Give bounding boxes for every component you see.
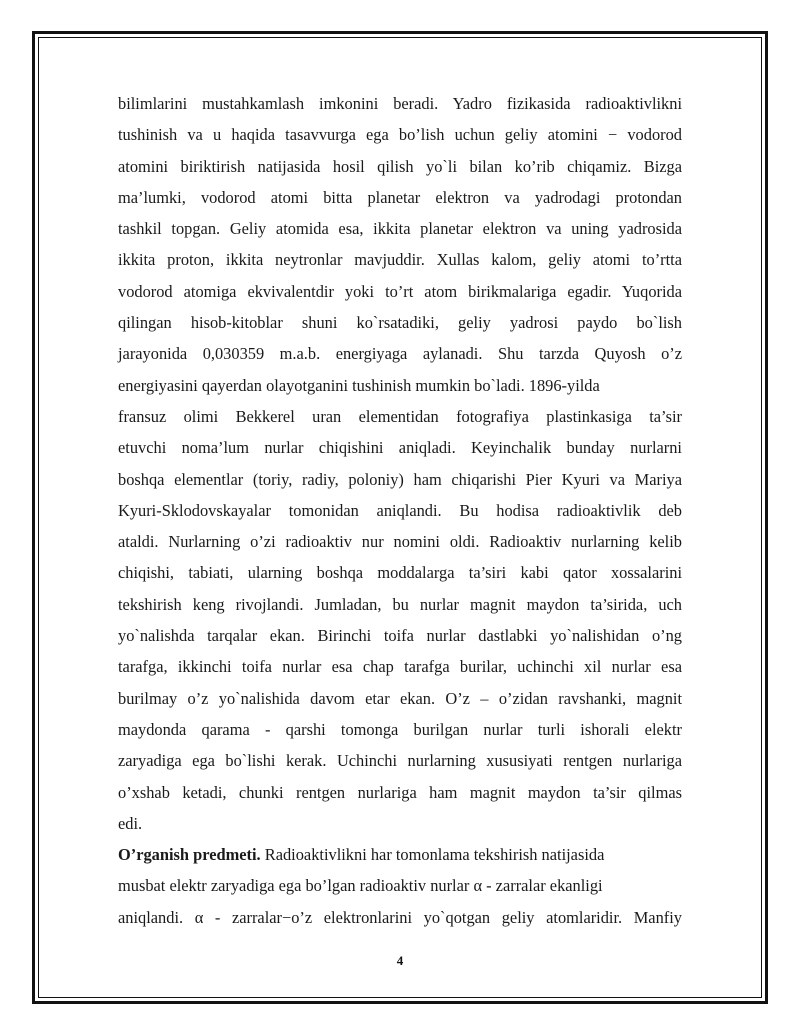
text-line: aniqlandi. α - zarralar−o’z elektronlarini yo`qotgan geliy atomlaridir. Manfiy	[118, 907, 682, 927]
text-line: burilmay o’z yo`nalishida davom etar ekan. O’z – o’zidan ravshanki, magnit	[118, 688, 682, 708]
text-line: tarafga, ikkinchi toifa nurlar esa chap tarafga burilar, uchinchi xil nurlar esa	[118, 657, 682, 677]
text-line: fransuz olimi Bekkerel uran elementidan fotografiya plastinkasiga ta’sir	[118, 406, 682, 426]
text-line: yo`nalishda tarqalar ekan. Birinchi toifa nurlar dastlabki yo`nalishidan o’ng	[118, 626, 682, 646]
text-line: tekshirish keng rivojlandi. Jumladan, bu nurlar magnit maydon ta’sirida, uch	[118, 594, 682, 614]
text-line: ataldi. Nurlarning o’zi radioaktiv nur nomini oldi. Radioaktiv nurlarning kelib	[118, 532, 682, 552]
text-line: ikkita proton, ikkita neytronlar mavjuddir. Xullas kalom, geliy atomi to’rtta	[118, 250, 682, 270]
text-line: energiyasini qayerdan olayotganini tushinish mumkin bo`ladi. 1896-yilda	[118, 375, 600, 395]
text-line: jarayonida 0,030359 m.a.b. energiyaga aylanadi. Shu tarzda Quyosh o’z	[118, 344, 682, 364]
text-line: tushinish va u haqida tasavvurga ega bo’lish uchun geliy atomini − vodorod	[118, 125, 682, 145]
text-line: vodorod atomiga ekvivalentdir yoki to’rt atom birikmalariga egadir. Yuqorida	[118, 281, 682, 301]
text-line: bilimlarini mustahkamlash imkonini beradi. Yadro fizikasida radioaktivlikni	[118, 94, 682, 113]
section-heading: O’rganish predmeti.	[118, 845, 261, 865]
text-line: zaryadiga ega bo`lishi kerak. Uchinchi nurlarning xususiyati rentgen nurlariga	[118, 751, 682, 771]
text-line: edi.	[118, 813, 143, 833]
section-heading-line	[118, 839, 682, 870]
text-line: boshqa elementlar (toriy, radiy, poloniy) ham chiqarishi Pier Kyuri va Mariya	[118, 469, 682, 489]
text-line: musbat elektr zaryadiga ega bo’lgan radioaktiv nurlar α - zarralar ekanligi	[118, 876, 603, 896]
text-run: Radioaktivlikni har tomonlama tekshirish natijasida	[260, 845, 605, 865]
text-line: Kyuri-Sklodovskayalar tomonidan aniqlandi. Bu hodisa radioaktivlik deb	[118, 500, 682, 520]
text-line: tashkil topgan. Geliy atomida esa, ikkita planetar elektron va uning yadrosida	[118, 219, 682, 239]
text-line: atomini biriktirish natijasida hosil qilish yo`li bilan ko’rib chiqamiz. Bizga	[118, 156, 682, 176]
text-line: o’xshab ketadi, chunki rentgen nurlariga ham magnit maydon ta’sir qilmas	[118, 782, 682, 802]
text-line: etuvchi noma’lum nurlar chiqishini aniqladi. Keyinchalik bunday nurlarni	[118, 438, 682, 458]
document-body	[118, 88, 682, 933]
text-line: ma’lumki, vodorod atomi bitta planetar elektron va yadrodagi protondan	[118, 187, 682, 207]
page-number: 4	[396, 953, 404, 968]
text-line: chiqishi, tabiati, ularning boshqa moddalarga ta’siri kabi qator xossalarini	[118, 563, 682, 583]
text-line: qilingan hisob-kitoblar shuni ko`rsatadiki, geliy yadrosi paydo bo`lish	[118, 313, 682, 333]
text-line: maydonda qarama - qarshi tomonga burilgan nurlar turli ishorali elektr	[118, 719, 682, 739]
